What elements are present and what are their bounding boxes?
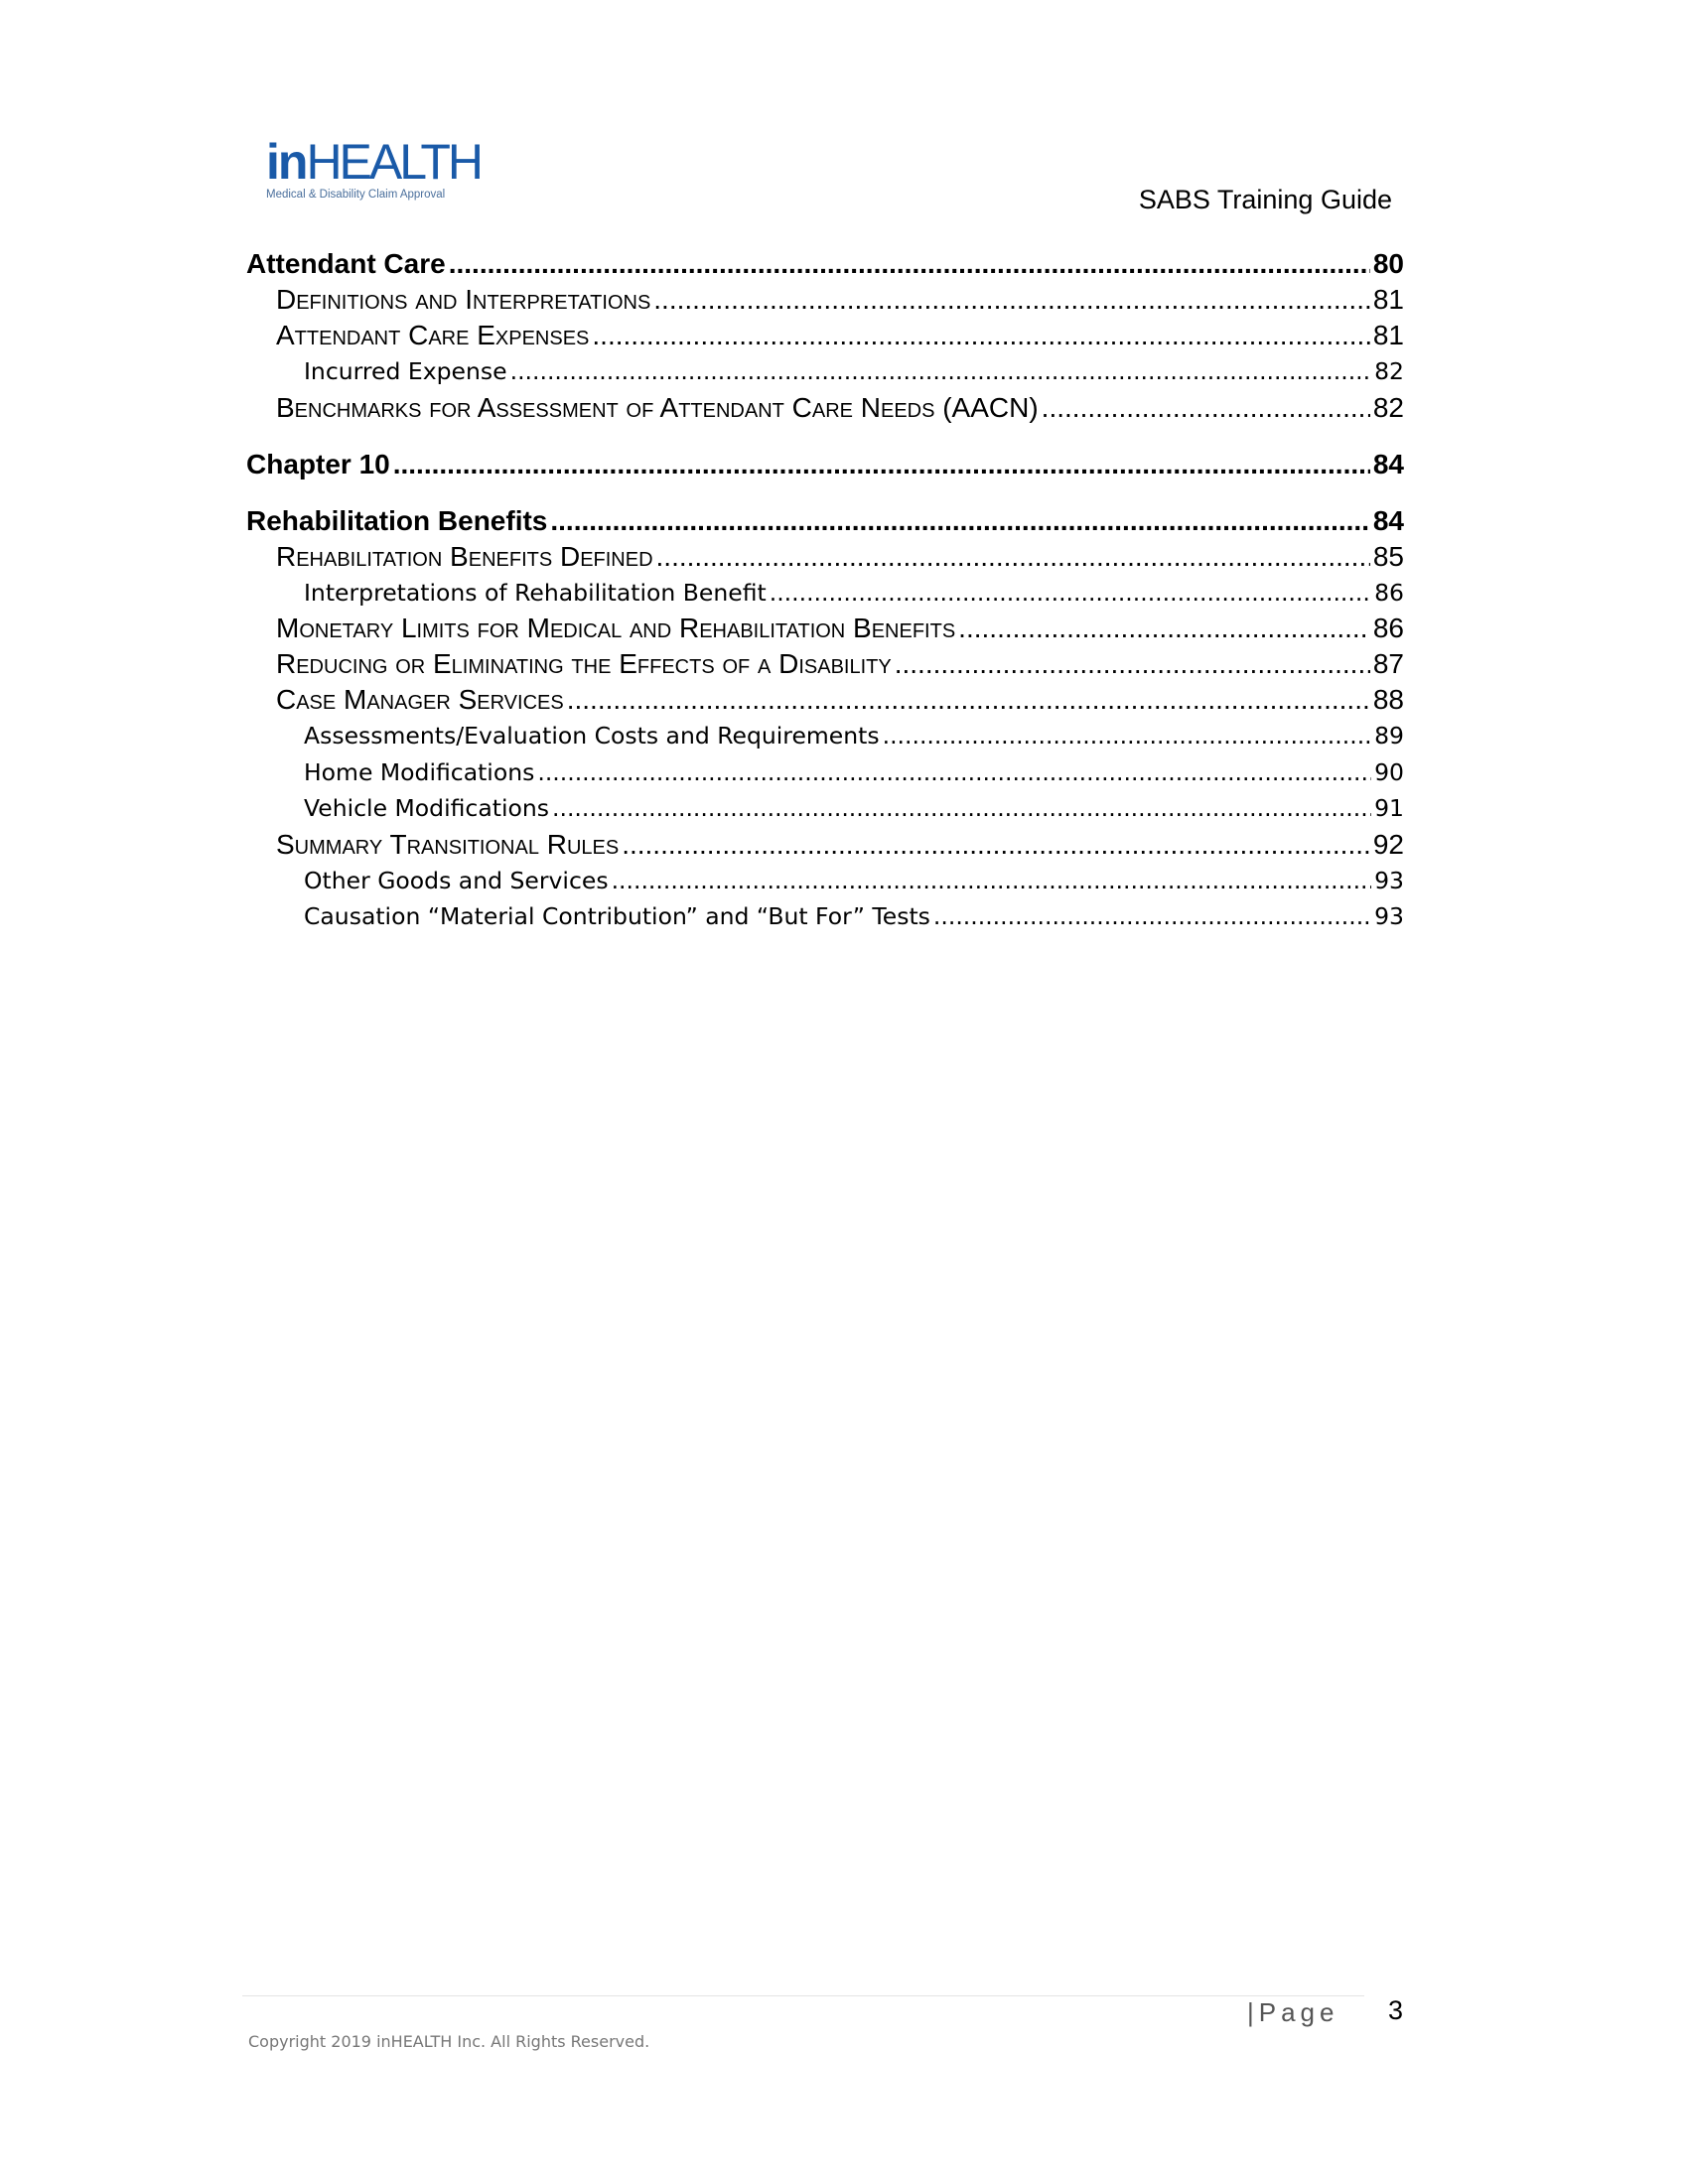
toc-entry-label: Causation “Material Contribution” and “But For” Tests [304,902,930,930]
toc-dot-leader [770,575,1371,612]
toc-dot-leader [933,898,1371,935]
toc-entry[interactable] [246,718,1404,754]
toc-entry-label: Reducing or Eliminating the Effects of a Disability [276,648,892,679]
toc-entry-label: Other Goods and Services [304,866,609,894]
toc-entry-label: Definitions and Interpretations [276,284,651,315]
toc-entry[interactable] [246,503,1404,539]
toc-dot-leader [393,447,1370,482]
document-title: SABS Training Guide [1138,185,1392,214]
toc-entry-page: 86 [1374,578,1404,607]
toc-entry-label: Vehicle Modifications [304,794,549,822]
page-number: 3 [1388,1995,1404,2025]
toc-dot-leader [550,503,1369,539]
toc-entry-page: 84 [1372,448,1404,479]
toc-dot-leader [567,682,1370,718]
toc-entry-label: Benchmarks for Assessment of Attendant Care Needs (AACN) [276,391,1039,423]
toc-entry[interactable] [246,898,1404,935]
toc-entry-page: 82 [1372,391,1404,423]
toc-dot-leader [1042,390,1370,426]
toc-entry-page: 84 [1372,504,1404,536]
toc-entry-label: Case Manager Services [276,684,564,715]
toc-entry[interactable] [246,682,1404,718]
toc-entry-page: 86 [1372,613,1404,643]
toc-entry-label: Incurred Expense [304,357,507,385]
toc-entry-page: 88 [1372,684,1404,715]
toc-entry[interactable] [246,318,1404,353]
toc-entry-label: Rehabilitation Benefits Defined [276,540,653,572]
copyright-notice: Copyright 2019 inHEALTH Inc. All Rights Reserved. [248,2032,650,2051]
toc-entry-label: Home Modifications [304,757,535,786]
toc-entry-page: 93 [1374,902,1404,930]
toc-entry-label: Assessments/Evaluation Costs and Requirements [304,722,880,750]
logo-health: HEALTH [306,134,481,190]
logo-in: in [266,134,307,190]
toc-entry[interactable] [246,790,1404,827]
toc-entry-label: Interpretations of Rehabilitation Benefit [304,578,767,607]
toc-entry[interactable] [246,353,1404,390]
toc-entry[interactable] [246,646,1404,682]
toc-entry-page: 93 [1374,866,1404,894]
toc-dot-leader [537,754,1371,791]
logo-tagline: Medical & Disability Claim Approval [266,189,446,201]
toc-dot-leader [656,539,1370,575]
toc-entry[interactable] [246,754,1404,791]
toc-dot-leader [592,318,1369,353]
toc-entry-page: 80 [1372,248,1404,279]
toc-dot-leader [612,863,1372,899]
toc-entry-label: Attendant Care Expenses [276,320,590,350]
logo-wordmark [266,134,481,190]
toc-entry-page: 81 [1372,284,1404,315]
toc-entry[interactable] [246,539,1404,575]
toc-entry-page: 87 [1372,648,1404,679]
toc-entry[interactable] [246,575,1404,612]
company-logo [266,134,481,201]
toc-entry[interactable] [246,611,1404,646]
toc-entry-page: 81 [1372,320,1404,350]
toc-entry[interactable] [246,447,1404,482]
footer-divider [242,1995,1364,1996]
toc-entry-page: 92 [1372,828,1404,860]
toc-entry[interactable] [246,827,1404,863]
toc-entry[interactable] [246,390,1404,426]
toc-dot-leader [895,646,1370,682]
toc-dot-leader [653,282,1370,318]
toc-entry-page: 91 [1374,794,1404,822]
toc-entry[interactable] [246,863,1404,899]
toc-dot-leader [883,718,1371,754]
toc-entry[interactable] [246,282,1404,318]
toc-entry-label: Monetary Limits for Medical and Rehabilitation Benefits [276,613,956,643]
toc-entry-page: 89 [1374,722,1404,750]
toc-entry-label: Attendant Care [246,248,446,279]
toc-dot-leader [958,611,1370,646]
table-of-contents [246,246,1404,935]
page-label: |Page [1247,1997,1339,2027]
toc-dot-leader [510,353,1371,390]
toc-entry-page: 85 [1372,540,1404,572]
toc-entry-label: Summary Transitional Rules [276,828,620,860]
toc-entry-label: Rehabilitation Benefits [246,504,548,536]
toc-entry-page: 82 [1374,357,1404,385]
toc-entry-label: Chapter 10 [246,448,390,479]
toc-dot-leader [449,246,1370,282]
toc-dot-leader [552,790,1371,827]
toc-entry-page: 90 [1374,757,1404,786]
toc-dot-leader [622,827,1370,863]
toc-entry[interactable] [246,246,1404,282]
